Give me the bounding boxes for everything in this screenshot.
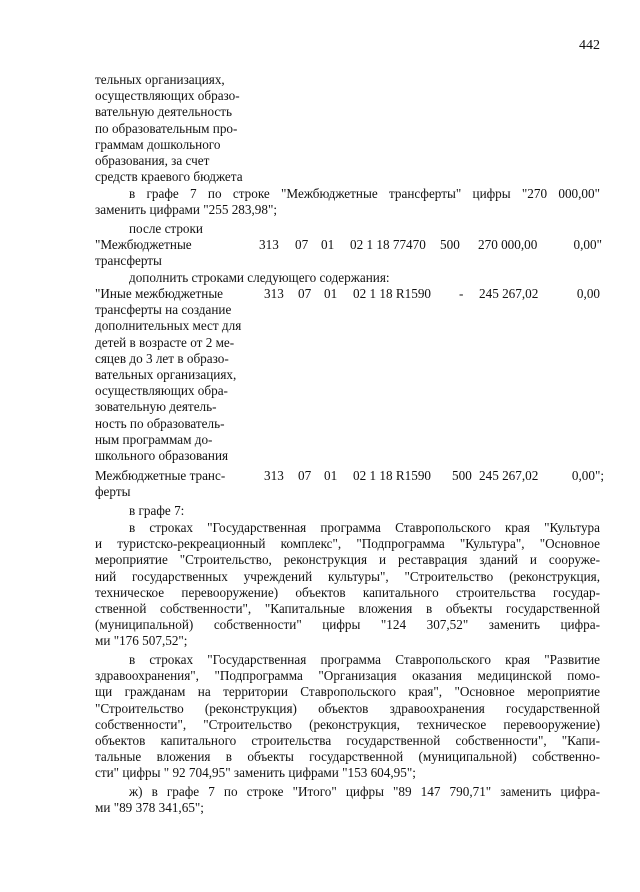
text-line: объектов капитального строительства государственной собственности", "Капи- xyxy=(95,733,600,749)
row-cell: 0,00 xyxy=(576,286,600,301)
amendment-paragraph-health xyxy=(95,652,600,782)
row-cell: 01 xyxy=(324,286,338,301)
table-row-name xyxy=(95,237,260,269)
row-cell: 02 1 18 77470 xyxy=(350,237,426,252)
in-column-label: в графе 7: xyxy=(129,503,185,518)
row-cell: 313 xyxy=(264,286,284,301)
row-cell: 0,00" xyxy=(573,237,602,252)
row-cell: 270 000,00 xyxy=(478,237,538,252)
name-line: ность по образователь- xyxy=(95,415,225,431)
text-line: в строках "Государственная программа Ставропольского края "Развитие xyxy=(129,652,600,667)
instruction-paragraph xyxy=(95,186,600,218)
name-line: сяцев до 3 лет в образо- xyxy=(95,350,229,366)
name-line: трансферты xyxy=(95,253,162,269)
text-line: в строках "Государственная программа Ставропольского края "Культура xyxy=(129,520,600,535)
table-row-name-fragment xyxy=(95,72,260,185)
row-cell: 02 1 18 R1590 xyxy=(353,286,432,301)
fragment-line: тельных организациях, xyxy=(95,72,225,87)
name-line: ферты xyxy=(95,484,131,500)
name-line: ным программам до- xyxy=(95,431,213,447)
text-line: щи гражданам на территории Ставропольского края", "Основное мероприятие xyxy=(95,684,600,700)
text-line: ми "89 378 341,65"; xyxy=(95,800,204,816)
row-cell: 07 xyxy=(295,237,309,252)
text-line: собственности", "Строительство (реконструкция, техническое перевооружение) xyxy=(95,716,600,732)
text-line: техническое перевооружение) объектов капитального строительства государ- xyxy=(95,584,600,600)
text-line: ний государственных учреждений культуры", "Строительство (реконструкция, xyxy=(95,568,600,584)
row-cell: 245 267,02 xyxy=(479,286,539,301)
fragment-line: вательную деятельность xyxy=(95,104,233,120)
page-number: 442 xyxy=(579,38,600,53)
amendment-paragraph-culture xyxy=(95,520,600,650)
fragment-line: средств краевого бюджета xyxy=(95,169,243,185)
after-rows-label: после строки xyxy=(129,221,203,236)
row-cell: 01 xyxy=(321,237,335,252)
amendment-paragraph-total xyxy=(95,784,600,816)
name-line: вательных организациях, xyxy=(95,367,237,383)
table-row-name xyxy=(95,468,260,500)
row-cell: 500 xyxy=(440,237,460,252)
row-cell: 245 267,02 xyxy=(479,468,539,483)
text-line: (муниципальной) собственности" цифры "124 307,52" заменить цифра- xyxy=(95,617,600,633)
row-cell: 07 xyxy=(298,286,312,301)
row-cell: 500 xyxy=(452,468,472,483)
text-line: тальные вложения в объекты государственной (муниципальной) собственно- xyxy=(95,749,600,765)
name-line: "Межбюджетные xyxy=(95,237,192,252)
fragment-line: осуществляющих образо- xyxy=(95,88,240,104)
name-line: Межбюджетные транс- xyxy=(95,468,226,483)
text-line: "Строительство (реконструкция) объектов здравоохранения государственной xyxy=(95,700,600,716)
fragment-line: граммам дошкольного xyxy=(95,136,221,152)
row-cell: 02 1 18 R1590 xyxy=(353,468,432,483)
name-line: дополнительных мест для xyxy=(95,318,242,334)
fragment-line: по образовательным про- xyxy=(95,120,238,136)
row-cell: 0,00"; xyxy=(571,468,604,483)
text-line: сти" цифры " 92 704,95" заменить цифрами "153 604,95"; xyxy=(95,765,416,781)
name-line: зовательную деятель- xyxy=(95,399,217,415)
text-line: и туристско-рекреационный комплекс", "Подпрограмма "Культура", "Основное xyxy=(95,536,600,552)
text-line: ж) в графе 7 по строке "Итого" цифры "89 147 790,71" заменить цифра- xyxy=(129,784,600,799)
text-line: заменить цифрами "255 283,98"; xyxy=(95,202,278,218)
name-line: осуществляющих обра- xyxy=(95,383,228,399)
text-line: здравоохранения", "Подпрограмма "Организация оказания медицинской помо- xyxy=(95,668,600,684)
table-row-name xyxy=(95,286,260,464)
text-line: в графе 7 по строке "Межбюджетные трансферты" цифры "270 000,00" xyxy=(129,186,600,201)
text-line: ственной собственности", "Капитальные вложения в объекты государственной xyxy=(95,601,600,617)
row-cell: 313 xyxy=(259,237,279,252)
row-cell: - xyxy=(459,286,464,301)
row-cell: 313 xyxy=(264,468,284,483)
supplement-label: дополнить строками следующего содержания: xyxy=(129,270,390,285)
row-cell: 01 xyxy=(324,468,338,483)
name-line: трансферты на создание xyxy=(95,302,232,318)
name-line: детей в возрасте от 2 ме- xyxy=(95,334,235,350)
name-line: школьного образования xyxy=(95,448,229,464)
text-line: ми "176 507,52"; xyxy=(95,633,188,649)
text-line: мероприятие "Строительство, реконструкция и реставрация зданий и сооруже- xyxy=(95,552,600,568)
fragment-line: образования, за счет xyxy=(95,153,210,169)
name-line: "Иные межбюджетные xyxy=(95,286,224,301)
row-cell: 07 xyxy=(298,468,312,483)
